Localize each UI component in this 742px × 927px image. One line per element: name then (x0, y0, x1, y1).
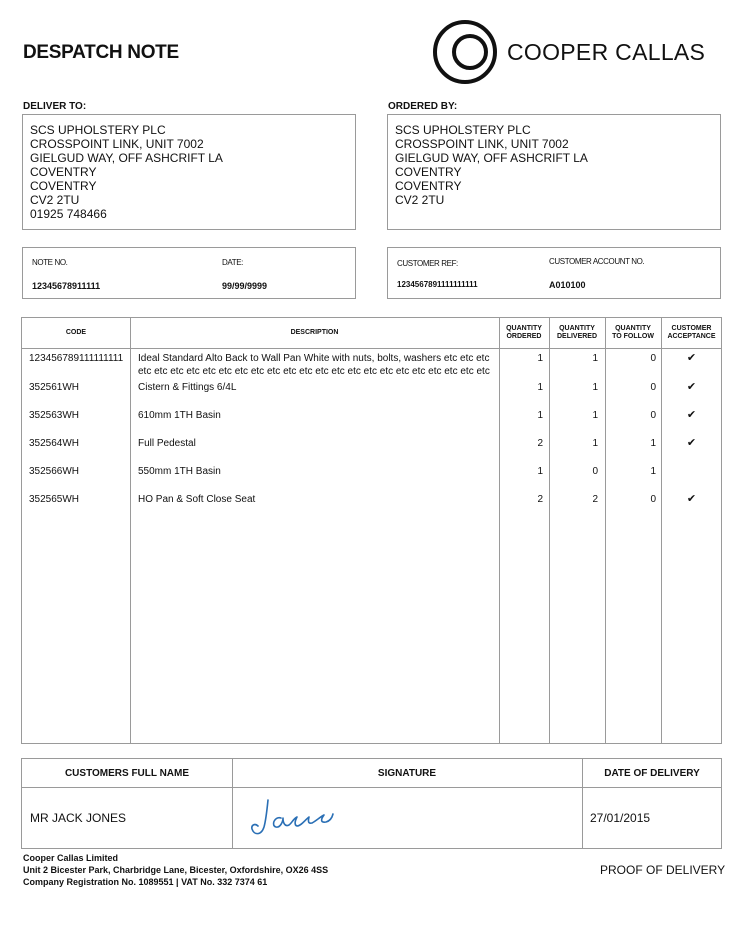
deliver-to-label: DELIVER TO: (23, 101, 87, 112)
qty-to-follow: 1 (650, 438, 656, 449)
address-line: CV2 2TU (395, 193, 445, 207)
address-line: SCS UPHOLSTERY PLC (30, 123, 166, 137)
acceptance-check-icon: ✔ (686, 493, 697, 505)
item-description: HO Pan & Soft Close Seat (138, 494, 256, 505)
address-line: COVENTRY (30, 165, 97, 179)
note-reference-box (22, 247, 356, 299)
item-code: 352566WH (29, 466, 80, 477)
address-line: COVENTRY (395, 179, 462, 193)
item-description: 550mm 1TH Basin (138, 466, 221, 477)
acceptance-check-icon: ✔ (686, 409, 697, 421)
qty-to-follow: 1 (650, 466, 656, 477)
header-acceptance: CUSTOMER ACCEPTANCE (667, 325, 716, 340)
note-no-value: 12345678911111 (32, 281, 101, 291)
company-name: Cooper Callas Limited (23, 853, 119, 863)
note-no-label: NOTE NO. (32, 258, 68, 267)
signature-image (248, 796, 338, 840)
qty-delivered: 0 (592, 466, 598, 477)
signature-table (21, 758, 722, 849)
qty-to-follow: 0 (650, 494, 656, 505)
item-description: Ideal Standard Alto Back to Wall Pan White with nuts, bolts, washers etc etc etc etc etc etc etc etc etc etc etc etc etc etc etc etc etc etc etc etc etc etc etc etc etc (138, 353, 490, 377)
item-description: Cistern & Fittings 6/4L (138, 382, 237, 393)
item-code: 352564WH (29, 438, 80, 449)
item-code: 352561WH (29, 382, 80, 393)
account-no-label: CUSTOMER ACCOUNT NO. (549, 257, 645, 266)
phone-number: 01925 748466 (30, 207, 107, 221)
table-row (22, 493, 721, 521)
header-code: CODE (65, 329, 87, 336)
customer-ref-label: CUSTOMER REF: (397, 259, 458, 268)
qty-delivered: 1 (592, 410, 598, 421)
proof-of-delivery-label: PROOF OF DELIVERY (600, 863, 726, 877)
header-customer-name: CUSTOMERS FULL NAME (64, 767, 190, 779)
header-description: DESCRIPTION (290, 329, 339, 336)
date-value: 99/99/9999 (222, 281, 268, 291)
address-line: COVENTRY (395, 165, 462, 179)
customer-signature (248, 787, 368, 849)
item-description: Full Pedestal (138, 438, 196, 449)
item-code: 123456789111111111 (29, 353, 124, 364)
item-description: 610mm 1TH Basin (138, 410, 221, 421)
qty-delivered: 1 (592, 353, 598, 364)
address-line: COVENTRY (30, 179, 97, 193)
header-signature: SIGNATURE (377, 767, 437, 779)
address-line: CROSSPOINT LINK, UNIT 7002 (395, 137, 569, 151)
acceptance-check-icon: ✔ (686, 381, 697, 393)
item-code: 352563WH (29, 410, 80, 421)
qty-ordered: 2 (537, 438, 543, 449)
company-registration: Company Registration No. 1089551 | VAT No. 332 7374 61 (23, 877, 268, 887)
address-line: CROSSPOINT LINK, UNIT 7002 (30, 137, 204, 151)
brand-name: COOPER CALLAS (507, 38, 706, 65)
address-line: GIELGUD WAY, OFF ASHCRIFT LA (30, 151, 223, 165)
delivery-date-value: 27/01/2015 (590, 811, 651, 825)
qty-to-follow: 0 (650, 382, 656, 393)
qty-to-follow: 0 (650, 410, 656, 421)
ordered-by-address (387, 114, 721, 230)
qty-delivered: 1 (592, 382, 598, 393)
qty-ordered: 1 (537, 410, 543, 421)
document-title: DESPATCH NOTE (23, 42, 179, 63)
qty-ordered: 2 (537, 494, 543, 505)
address-line: CV2 2TU (30, 193, 80, 207)
table-row (22, 381, 721, 409)
customer-reference-box (387, 247, 721, 299)
date-label: DATE: (222, 258, 243, 267)
table-row (22, 409, 721, 437)
acceptance-check-icon: ✔ (686, 352, 697, 364)
qty-to-follow: 0 (650, 353, 656, 364)
header-qty-to-follow: QUANTITY TO FOLLOW (612, 325, 654, 340)
ordered-by-label: ORDERED BY: (388, 101, 458, 112)
account-no-value: A010100 (549, 280, 586, 290)
address-line: GIELGUD WAY, OFF ASHCRIFT LA (395, 151, 588, 165)
header-divider (22, 348, 721, 349)
table-row (22, 352, 721, 380)
customer-ref-value: 1234567891111111111 (397, 280, 478, 289)
acceptance-check-icon: ✔ (686, 437, 697, 449)
qty-delivered: 1 (592, 438, 598, 449)
header-qty-delivered: QUANTITY DELIVERED (556, 325, 598, 340)
items-table (21, 317, 722, 744)
header-qty-ordered: QUANTITY ORDERED (506, 325, 542, 340)
address-line: SCS UPHOLSTERY PLC (395, 123, 531, 137)
customer-name-value: MR JACK JONES (30, 811, 127, 825)
deliver-to-address (22, 114, 356, 230)
qty-ordered: 1 (537, 382, 543, 393)
qty-delivered: 2 (592, 494, 598, 505)
cooper-callas-logo-icon (432, 19, 498, 85)
table-row (22, 465, 721, 493)
header-date-of-delivery: DATE OF DELIVERY (604, 767, 700, 779)
qty-ordered: 1 (537, 353, 543, 364)
qty-ordered: 1 (537, 466, 543, 477)
table-row (22, 437, 721, 465)
item-code: 352565WH (29, 494, 80, 505)
company-logo (432, 18, 722, 86)
company-footer (23, 852, 328, 888)
company-address: Unit 2 Bicester Park, Charbridge Lane, Bicester, Oxfordshire, OX26 4SS (23, 865, 329, 875)
